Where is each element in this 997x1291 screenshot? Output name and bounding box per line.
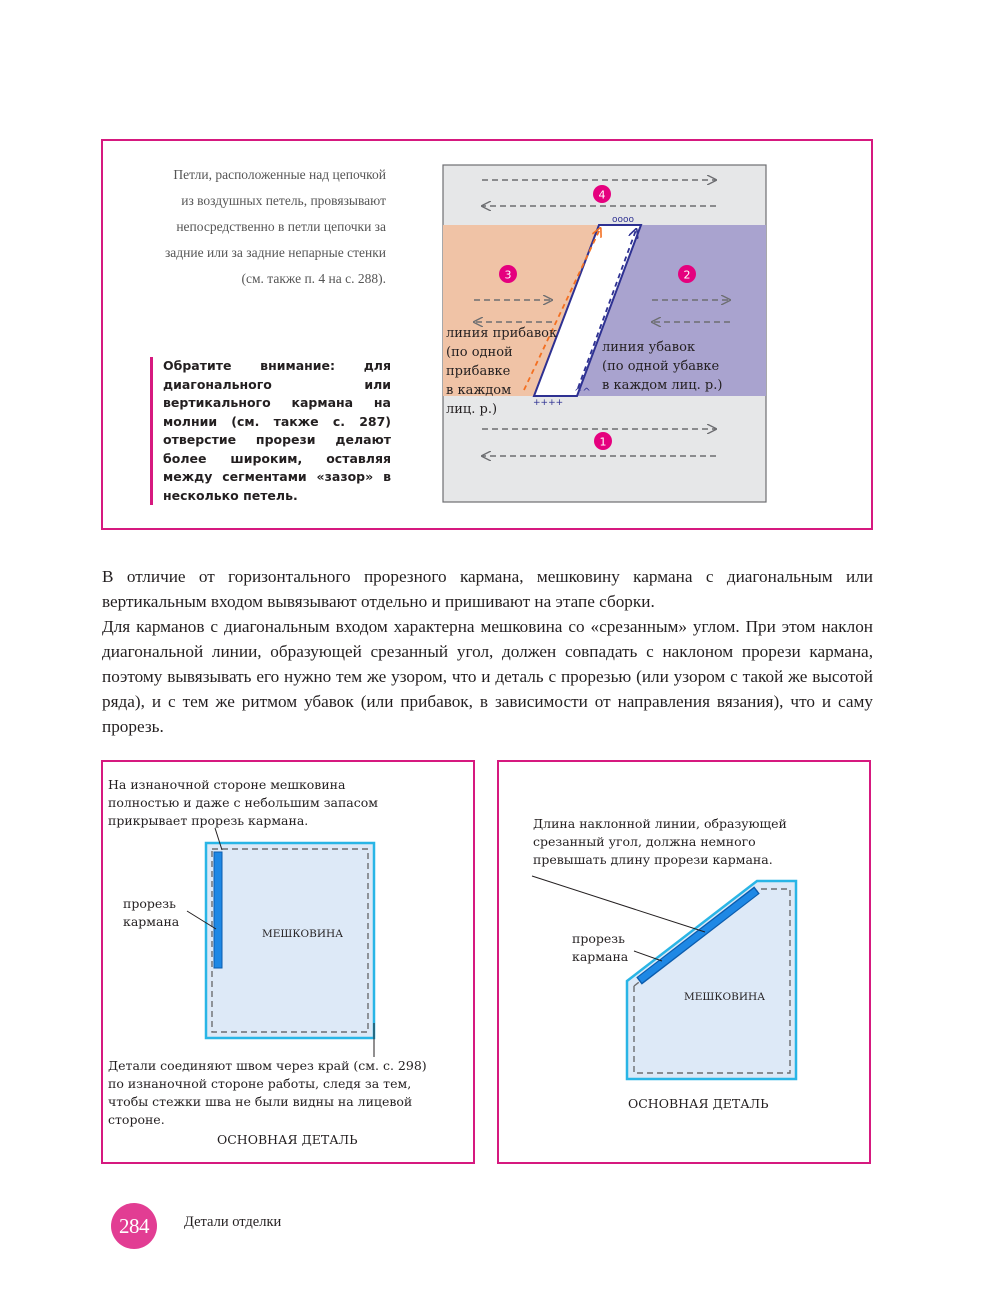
caption-line: из воздушных петель, провязывают (181, 193, 386, 208)
svg-text:(по одной: (по одной (446, 345, 513, 360)
slit-label-line: кармана (123, 914, 180, 929)
slant-pocket-diagram (0, 0, 997, 540)
right-top-note (533, 815, 863, 869)
svg-text:линия убавок: линия убавок (602, 340, 696, 355)
slit-label-line: кармана (572, 949, 629, 964)
svg-text:(по одной убавке: (по одной убавке (602, 359, 720, 374)
note-line: Детали соединяют швом через край (см. с. 298) (108, 1058, 427, 1073)
chain-symbol: oooo (612, 215, 635, 225)
note-line: по изнаночной стороне работы, следя за тем, (108, 1076, 412, 1091)
caption-line: задние или за задние непарные стенки (164, 245, 386, 260)
plus-symbol: ++++ (533, 398, 564, 408)
note-line: стороне. (108, 1112, 165, 1127)
note-line: Длина наклонной линии, образующей (533, 816, 787, 831)
page-number-badge: 284 (111, 1203, 157, 1249)
caption-line: (см. также п. 4 на с. 288). (241, 271, 386, 286)
note-line: чтобы стежки шва не были видны на лицевой (108, 1094, 413, 1109)
caption-line: Петли, расположенные над цепочкой (173, 167, 386, 182)
svg-text:1: 1 (599, 435, 607, 449)
caption-line: непосредственно в петли цепочки за (176, 219, 386, 234)
attention-note-text: для диагонального или вертикального кармана на молнии (см. также с. 287) отверстие прорези делают более широким, оставляя между сегментами «зазор» в несколько петель. (163, 358, 391, 503)
svg-text:3: 3 (504, 268, 512, 282)
main-piece-outline (627, 881, 796, 1079)
slit-label-line: прорезь (572, 931, 625, 946)
note-line: превышать длину прорези кармана. (533, 852, 773, 867)
step-marker-4 (593, 185, 611, 203)
svg-text:в каждом лиц. р.): в каждом лиц. р.) (602, 378, 723, 393)
top-note-pointer (532, 876, 705, 932)
note-line: прикрывает прорезь кармана. (108, 813, 309, 828)
attention-note-label: Обратите внимание: (163, 358, 335, 373)
body-paragraph: Для карманов с диагональным входом характерна мешковина со «срезанным» углом. При этом наклон диагональной линии, образующей срезанный угол, должен совпадать с наклоном прорези кармана, поэтому вывязывать его нужно тем же узором, что и деталь с прорезью (или узором с такой же высотой ряда), и с тем же ритмом убавок (или прибавок, в зависимости от направления вязания), что и саму прорезь. (102, 617, 873, 736)
step-marker-2 (678, 265, 696, 283)
section-title: Детали отделки (184, 1214, 282, 1230)
step-marker-1 (594, 432, 612, 450)
body-paragraph: В отличие от горизонтального прорезного кармана, мешковину кармана с диагональным или вертикальным входом вывязывают отдельно и пришивают на этапе сборки. (102, 567, 873, 611)
note-line: полностью и даже с небольшим запасом (108, 795, 379, 810)
svg-text:2: 2 (683, 268, 691, 282)
svg-text:в каждом: в каждом (446, 383, 512, 398)
svg-text:прибавке: прибавке (446, 364, 511, 379)
right-main-label: ОСНОВНАЯ ДЕТАЛЬ (628, 1096, 769, 1111)
svg-text:линия прибавок: линия прибавок (446, 326, 558, 341)
diagonal-pocket-diagram (0, 740, 997, 1170)
body-text (102, 564, 873, 739)
right-bag-label: МЕШКОВИНА (684, 991, 766, 1003)
note-line: срезанный угол, должна немного (533, 834, 756, 849)
svg-text:лиц. р.): лиц. р.) (446, 402, 498, 417)
left-bag-label: МЕШКОВИНА (262, 928, 344, 940)
decrease-symbol: ^^ (574, 387, 591, 398)
left-main-label: ОСНОВНАЯ ДЕТАЛЬ (217, 1132, 358, 1147)
slit-label-line: прорезь (123, 896, 176, 911)
step-marker-3 (499, 265, 517, 283)
right-slit-label (572, 930, 628, 966)
note-line: На изнаночной стороне мешковина (108, 777, 346, 792)
svg-text:4: 4 (598, 188, 606, 202)
